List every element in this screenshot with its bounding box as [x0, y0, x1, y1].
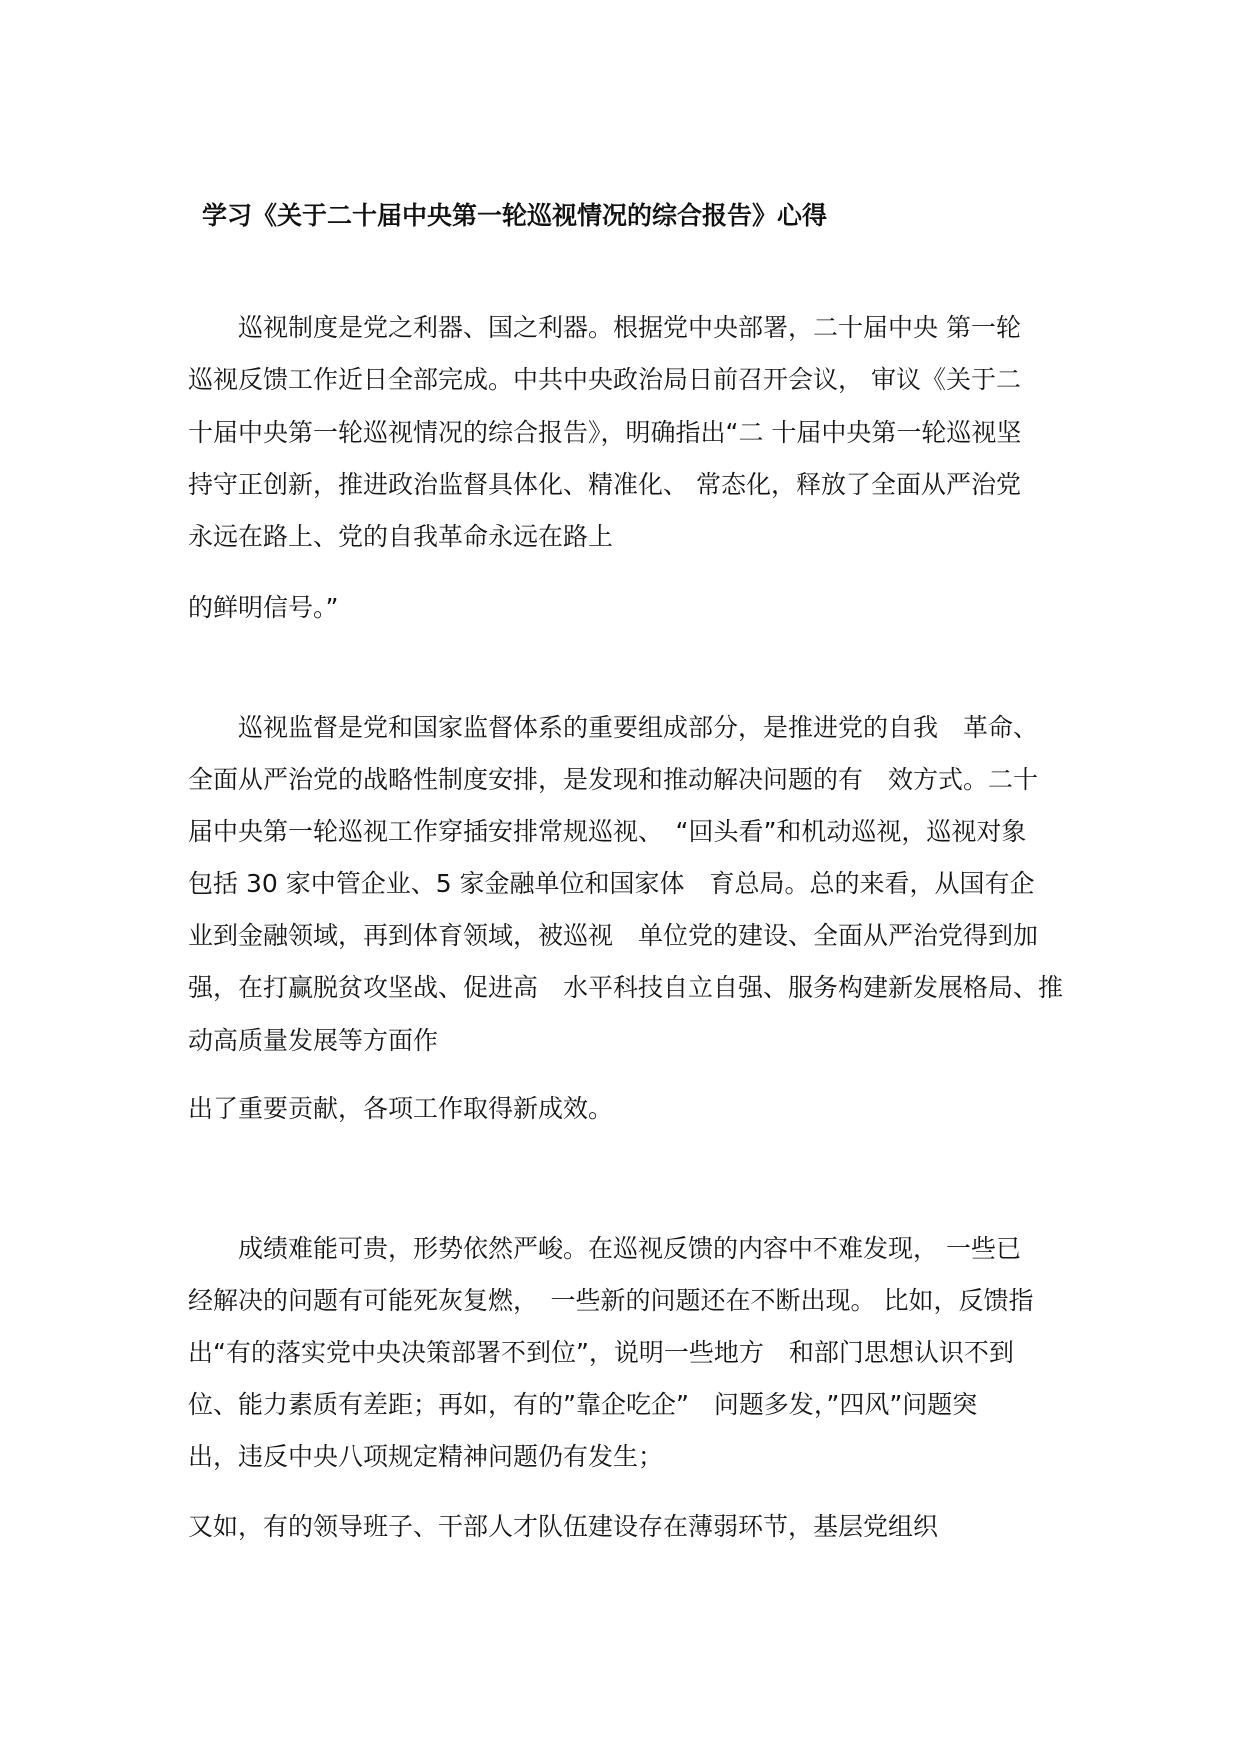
paragraph-3-line-1: 成绩难能可贵，形势依然严峻。在巡视反馈的内容中不难发现， 一些已: [238, 1234, 1021, 1263]
paragraph-3-line-2: 经解决的问题有可能死灰复燃， 一些新的问题还在不断出现。 比如，反馈指: [188, 1286, 1034, 1315]
paragraph-1-line-1: 巡视制度是党之利器、国之利器。根据党中央部署，二十届中央 第一轮: [238, 313, 1021, 342]
paragraph-2-line-2: 全面从严治党的战略性制度安排，是发现和推动解决问题的有 效方式。二十: [188, 765, 1039, 794]
paragraph-1-tail: 的鲜明信号。”: [188, 593, 339, 622]
paragraph-1-line-3: 十届中央第一轮巡视情况的综合报告》，明确指出“二 十届中央第一轮巡视坚: [188, 418, 1022, 447]
paragraph-3-line-5: 出，违反中央八项规定精神问题仍有发生；: [188, 1442, 664, 1471]
paragraph-2-line-6: 强，在打赢脱贫攻坚战、促进高 水平科技自立自强、服务构建新发展格局、推: [188, 973, 1064, 1002]
paragraph-3-line-4: 位、能力素质有差距；再如，有的”靠企吃企” 问题多发，”四风”问题突: [188, 1390, 978, 1419]
paragraph-2-line-5: 业到金融领域，再到体育领域，被巡视 单位党的建设、全面从严治党得到加: [188, 921, 1039, 950]
paragraph-2-line-4: 包括 30 家中管企业、5 家金融单位和国家体 育总局。总的来看，从国有企: [188, 869, 1035, 898]
paragraph-2-line-1: 巡视监督是党和国家监督体系的重要组成部分，是推进党的自我 革命、: [238, 713, 1039, 742]
paragraph-3-tail: 又如，有的领导班子、干部人才队伍建设存在薄弱环节，基层党组织: [188, 1512, 939, 1541]
document-title: 学习《关于二十届中央第一轮巡视情况的综合报告》心得: [202, 201, 828, 230]
paragraph-3-line-3: 出“有的落实党中央决策部署不到位”，说明一些地方 和部门思想认识不到: [188, 1338, 1014, 1367]
paragraph-2-tail: 出了重要贡献，各项工作取得新成效。: [188, 1094, 614, 1123]
paragraph-2-line-3: 届中央第一轮巡视工作穿插安排常规巡视、 “回头看”和机动巡视，巡视对象: [188, 817, 1027, 846]
paragraph-1-line-4: 持守正创新，推进政治监督具体化、精准化、 常态化，释放了全面从严治党: [188, 470, 1021, 499]
paragraph-1-line-5: 永远在路上、党的自我革命永远在路上: [188, 522, 614, 551]
paragraph-1-line-2: 巡视反馈工作近日全部完成。中共中央政治局日前召开会议， 审议《关于二: [188, 365, 1021, 394]
paragraph-2-line-7: 动高质量发展等方面作: [188, 1026, 439, 1055]
